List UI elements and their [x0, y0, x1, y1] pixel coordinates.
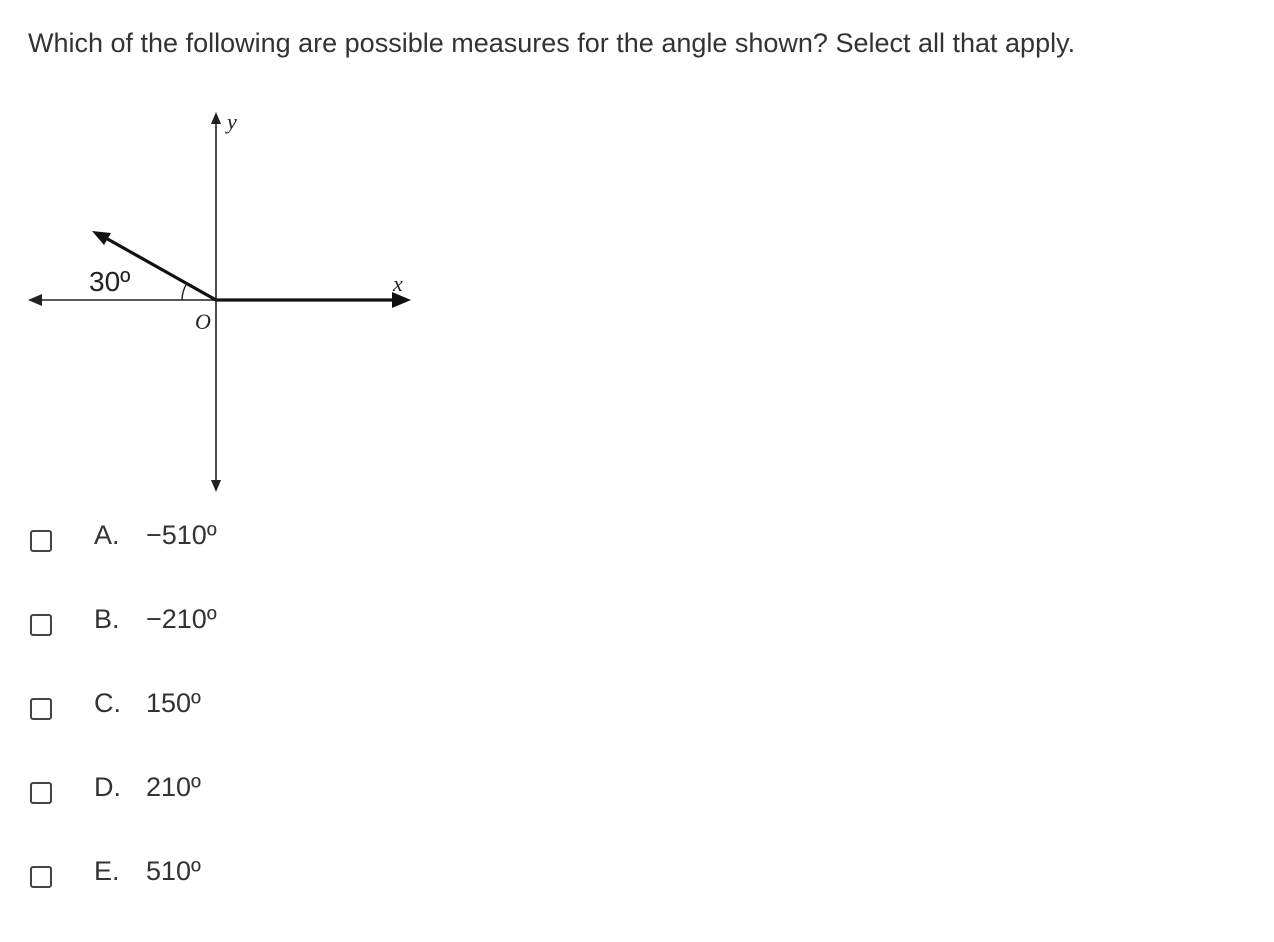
y-axis-top-arrowhead: [211, 112, 221, 124]
option-c-letter: C.: [94, 688, 121, 718]
option-b-checkbox[interactable]: [30, 614, 52, 636]
option-a-checkbox[interactable]: [30, 530, 52, 552]
angle-diagram: [0, 100, 430, 500]
option-c[interactable]: [28, 676, 388, 732]
option-d[interactable]: [28, 760, 388, 816]
option-b-value: −210º: [146, 604, 217, 634]
option-d-letter: D.: [94, 772, 121, 802]
y-axis-label: y: [227, 109, 237, 134]
option-a-letter: A.: [94, 520, 120, 550]
question-text: Which of the following are possible measures for the angle shown? Select all that apply.: [28, 28, 1076, 58]
x-axis-left-arrowhead: [28, 294, 42, 306]
option-c-value: 150º: [146, 688, 201, 718]
option-e-checkbox[interactable]: [30, 866, 52, 888]
option-a[interactable]: [28, 508, 388, 564]
option-c-checkbox[interactable]: [30, 698, 52, 720]
origin-label: O: [195, 309, 211, 334]
option-e-letter: E.: [94, 856, 120, 886]
option-d-value: 210º: [146, 772, 201, 802]
angle-label: 30º: [89, 266, 131, 297]
option-a-value: −510º: [146, 520, 217, 550]
x-axis-label: x: [393, 271, 403, 296]
option-b[interactable]: [28, 592, 388, 648]
option-e-value: 510º: [146, 856, 201, 886]
option-d-checkbox[interactable]: [30, 782, 52, 804]
option-e[interactable]: [28, 844, 388, 900]
option-b-letter: B.: [94, 604, 120, 634]
y-axis-bottom-arrowhead: [211, 480, 221, 492]
angle-arc: [182, 283, 187, 300]
